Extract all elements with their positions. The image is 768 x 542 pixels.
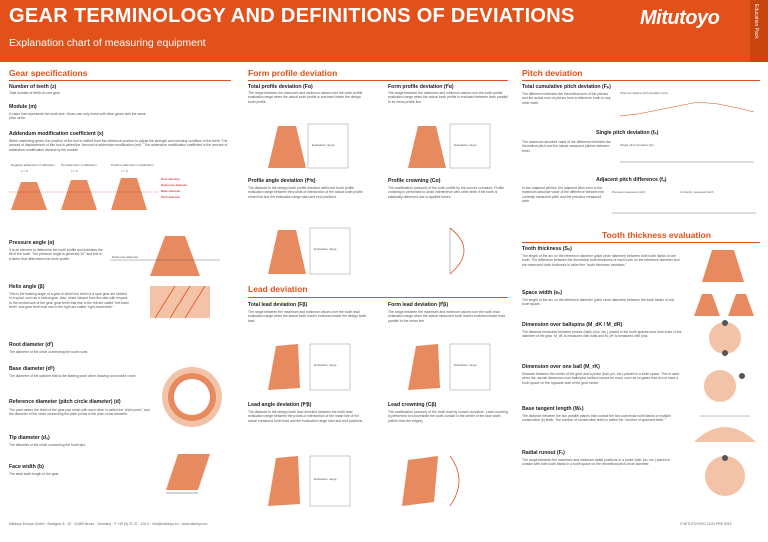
face-width-term: Face width (b) xyxy=(9,464,44,470)
profile-angle-diagram xyxy=(248,222,368,278)
total-cumulative-term: Total cumulative pitch deviation (Fₚ) xyxy=(522,84,611,90)
footer-copyright: © MITUTOYO/IO 11/23 PRE 9013 xyxy=(680,522,732,526)
one-ball-probe xyxy=(739,373,745,379)
profile-angle-tooth xyxy=(268,230,306,274)
total-profile-tooth xyxy=(268,126,306,168)
addendum-diagram xyxy=(9,160,219,215)
single-pitch-desc: The maximum absolute value of the difference between the theoretical pitch and the actual measured pitches between teeth. xyxy=(522,140,611,153)
form-lead-tooth xyxy=(408,344,440,390)
page-title: GEAR TERMINOLOGY AND DEFINITIONS OF DEVIATIONS xyxy=(9,5,575,27)
lead-crowning-tooth xyxy=(402,456,438,506)
module-term: Module (m) xyxy=(9,104,37,110)
pressure-angle-diagram xyxy=(110,228,220,278)
addendum-value-zero: x = 0 xyxy=(71,169,78,173)
one-ball-term: Dimension over one ball (M_rK) xyxy=(522,364,600,370)
reference-diameter-desc: The point where the teeth of the gear pair mesh with each other is called the "pitch point," and the diameter of the circle connecting the pitch points is the pitch circle diameter. xyxy=(9,408,150,417)
total-cumulative-diagram xyxy=(618,88,758,124)
addendum-label-neg: Negative addendum modification xyxy=(11,163,55,167)
addendum-value-pos: x > 0 xyxy=(121,169,128,173)
reference-diameter-term: Reference diameter (pitch circle diameter) (d) xyxy=(9,399,121,405)
one-ball-gear xyxy=(704,370,736,402)
space-width-teeth xyxy=(694,294,754,316)
addendum-label-pos: Positive addendum modification xyxy=(111,163,154,167)
total-lead-desc: The range between the maximum and minimum values over the tooth lead evaluation range when the actual tooth lead is enclosed inside the design tooth lead. xyxy=(248,310,367,323)
tooth-thickness-tooth xyxy=(702,250,744,282)
space-width-term: Space width (eₙ) xyxy=(522,290,563,296)
addendum-tooth-pos xyxy=(111,178,147,210)
total-cumulative-curve xyxy=(620,102,754,116)
lead-angle-term: Lead angle deviation (fᴴβ) xyxy=(248,402,312,408)
footer-address: Mitutoyo Europe GmbH · Borsigstr. 8 - 10 · 41469 Neuss · Germany · P +49 (0) 21 37 - 102-0 · info@mitutoyo.eu · www.mitutoyo.eu xyxy=(9,522,208,526)
profile-angle-eval: Evaluation range xyxy=(314,247,337,251)
ball-dim-bottom xyxy=(722,350,728,356)
space-width-desc: The length of the arc on the reference diameter (pitch circle diameter) between the tooth flanks of one tooth space. xyxy=(522,298,675,307)
helix-angle-term: Helix angle (β) xyxy=(9,284,45,290)
face-width-tooth xyxy=(166,454,210,490)
lead-angle-box xyxy=(310,456,350,506)
total-lead-diagram xyxy=(248,338,368,394)
pressure-angle-term: Pressure angle (α) xyxy=(9,240,55,246)
form-profile-term: Form profile deviation (fᶠα) xyxy=(388,84,454,90)
space-width-diagram xyxy=(690,288,760,318)
form-profile-eval: Evaluation range xyxy=(454,143,477,147)
base-tangent-desc: The distance between the two parallel planes that contact the two outermost tooth flanks of multiple consecutive (k) teeth. The number of consecutive teeth is called the "number of spanned teeth." xyxy=(522,414,671,423)
total-lead-term: Total lead deviation (Fβ) xyxy=(248,302,308,308)
tooth-thickness-term: Tooth thickness (Sₙ) xyxy=(522,246,572,252)
ball-dim-gear xyxy=(709,322,741,354)
lead-angle-diagram xyxy=(248,450,368,510)
addendum-value-neg: x < 0 xyxy=(21,169,28,173)
radial-runout-desc: The range between the maximum and minimum radial positions of a probe (ball, pin, etc.) placed in contact with both tooth flanks in a tooth space on the theoretical pitch circle diameter. xyxy=(522,458,671,467)
pressure-tooth xyxy=(150,236,200,276)
base-tangent-diagram xyxy=(690,408,760,444)
single-pitch-diagram xyxy=(618,140,758,174)
addendum-tooth-neg xyxy=(11,182,47,210)
module-desc: A value that represents the tooth size. Gears can only mesh with other gears with the same pitch circle. xyxy=(9,112,146,121)
adjacent-curr-label: Currently measured pitch xyxy=(680,190,714,194)
ball-dimension-term: Dimension over ballspins (M_dK / M_dR) xyxy=(522,322,623,328)
tip-diameter-term: Tip diameter (dₐ) xyxy=(9,435,50,441)
form-lead-eval: Evaluation range xyxy=(454,363,477,367)
addendum-desc: When machining gears, the position of the tool is shifted from the reference position to adjust the strength and meshing condition of the teeth. The amount of displacement of this tool is called the "amount of addendum modification (xm)." The addendum modification coefficient is the amount of addendum modification divided by the module. xyxy=(9,139,228,152)
gear-spec-title: Gear specifications xyxy=(9,68,88,78)
total-lead-eval: Evaluation range xyxy=(314,363,337,367)
profile-crowning-curve xyxy=(450,228,464,274)
form-profile-tooth xyxy=(408,126,446,168)
form-lead-box xyxy=(450,344,490,390)
pitch-title: Pitch deviation xyxy=(522,68,583,78)
legend-root: Root diameter xyxy=(161,177,180,181)
form-profile-diagram xyxy=(388,118,508,170)
pressure-ref-label: Reference diameter xyxy=(112,255,139,259)
total-profile-eval: Evaluation range xyxy=(312,143,335,147)
pitch-rule xyxy=(522,80,760,81)
root-diameter-term: Root diameter (dᶠ) xyxy=(9,342,54,348)
form-lead-diagram xyxy=(388,338,508,394)
side-tab-label: Education Pack xyxy=(753,4,759,39)
number-of-teeth-term: Number of teeth (z) xyxy=(9,84,57,90)
tooth-thickness-desc: The length of the arc on the reference diameter (pitch circle diameter) between both tooth flanks of one tooth. The difference between the theoretical tooth thickness of each tooth on the reference diameter and the measured tooth thickness is called the "tooth thickness deviation." xyxy=(522,254,680,267)
form-profile-desc: The range between the maximum and minimum values over the tooth profile evaluation range when the actual tooth profile is enclosed between lines parallel to its mean profile line. xyxy=(388,91,508,104)
number-of-teeth-desc: Total number of teeth on one gear xyxy=(9,91,60,95)
profile-angle-term: Profile angle deviation (fᴴα) xyxy=(248,178,316,184)
total-profile-term: Total profile deviation (Fα) xyxy=(248,84,313,90)
lead-angle-tooth xyxy=(268,456,300,506)
face-width-desc: The axial tooth length of the gear. xyxy=(9,472,60,476)
radial-runout-diagram xyxy=(690,450,760,498)
total-lead-box xyxy=(310,344,350,390)
root-diameter-desc: The diameter of the circle connecting the tooth roots. xyxy=(9,350,89,354)
form-profile-rule xyxy=(248,80,508,81)
tip-diameter-desc: The diameter of the circle connecting the tooth tips. xyxy=(9,443,86,447)
single-pitch-label: Single pitch deviation (fp) xyxy=(620,143,654,147)
adjacent-pitch-diagram xyxy=(610,183,760,223)
pressure-angle-desc: It is an element to determine the tooth profile and indicates the tilt of the tooth. The pressure angle is generally 20° and this is a factor that determines the tooth profile. xyxy=(9,248,103,261)
helix-diagram xyxy=(140,282,220,322)
page-subtitle: Explanation chart of measuring equipment xyxy=(9,37,206,49)
addendum-label-zero: No addendum modification xyxy=(61,163,97,167)
lead-crowning-term: Lead crowning (Cβ) xyxy=(388,402,437,408)
ball-dim-top xyxy=(722,320,728,326)
profile-crowning-desc: The modification (amount) of the tooth profile by the convex curvature. Profile crowning is performed to avoid interference with other teeth if the tooth is elastically deformed due to applied forces. xyxy=(388,186,504,199)
form-lead-desc: The range between the maximum and minimum values over the tooth lead evaluation range when the actual measured tooth lead is enclosed inside lines parallel to the mean line. xyxy=(388,310,506,323)
gear-spec-rule xyxy=(9,80,231,81)
ball-dimension-diagram xyxy=(690,320,760,356)
profile-angle-box xyxy=(310,228,350,274)
lead-crowning-desc: The modification (amount) of the tooth lead by convex curvature. Lead crowning is performed to concentrate the tooth contact in the center of the face width (rather than the edges). xyxy=(388,410,508,423)
lead-rule xyxy=(248,297,508,298)
header-banner xyxy=(0,0,768,62)
total-lead-tooth xyxy=(268,344,300,390)
addendum-tooth-zero xyxy=(61,180,97,210)
total-profile-diagram xyxy=(248,118,368,170)
radial-runout-term: Radial runout (Fᵣ) xyxy=(522,450,565,456)
adjacent-pitch-desc: In two adjacent pitches, the adjacent pitch error is the maximum absolute value of the difference between the currently measured pitch and the previous measured pitch. xyxy=(522,186,605,203)
radial-runout-probe xyxy=(722,455,728,461)
gear-base-circle xyxy=(174,379,210,415)
tooth-thickness-title: Tooth thickness evaluation xyxy=(602,230,711,240)
form-profile-title: Form profile deviation xyxy=(248,68,338,78)
profile-angle-desc: The distance in the design tooth profile direction within the tooth profile evaluation range between the points of intersection of the actual tooth profile mean line and the evaluation range start and end positions. xyxy=(248,186,363,199)
side-tab xyxy=(750,0,768,62)
gear-diameter-diagram xyxy=(160,365,225,430)
adjacent-prev-label: Previous measured pitch xyxy=(612,190,646,194)
lead-title: Lead deviation xyxy=(248,284,308,294)
total-cumulative-label: Total cumulative pitch deviation (Fp) xyxy=(620,91,668,95)
profile-crowning-term: Profile crowning (Cα) xyxy=(388,178,441,184)
mitutoyo-logo: Mitutoyo xyxy=(640,7,720,29)
total-profile-desc: The range between the maximum and minimum values over the tooth profile evaluation range when the actual tooth profile is enclosed inside the design tooth profile. xyxy=(248,91,363,104)
lead-angle-desc: The distance in the design tooth lead direction between the tooth lead evaluation range between the points of intersection of the mean line of the actual measured tooth lead and the evaluation range start and end positions. xyxy=(248,410,364,423)
helix-angle-desc: This is the twisting angle of a gear in which the teeth of a spur gear are twisted in a spiral, such as a helical gear. Also, when viewed from the side with respect to the central axis of the gear, gear teeth that rise to the left are called "left-hand teeth" and gear teeth that rise to the right are called "right-hand teeth." xyxy=(9,292,129,309)
adjacent-pitch-term: Adjacent pitch difference (fᵤ) xyxy=(596,177,667,183)
one-ball-desc: Distance between the center of the gear and a probe (ball, pin, etc.) placed in a tooth space. This is used when the normal dimension over balls/pins method cannot be used, such as on gears that do not have a tooth space on the opposite side of the gear center. xyxy=(522,372,680,385)
base-tangent-gear xyxy=(694,427,756,442)
face-width-diagram xyxy=(160,448,220,496)
profile-crowning-diagram xyxy=(388,222,508,278)
tooth-thickness-rule xyxy=(522,242,760,243)
legend-pitch: Pitch diameter xyxy=(161,195,181,199)
base-tangent-term: Base tangent length (Wₖ) xyxy=(522,406,584,412)
lead-angle-eval: Evaluation range xyxy=(314,477,337,481)
addendum-term: Addendum modification coefficient (x) xyxy=(9,131,104,137)
base-diameter-desc: The diameter of the cylinder that is the starting point when drawing an involute curve. xyxy=(9,374,137,378)
base-diameter-term: Base diameter (dᵇ) xyxy=(9,366,55,372)
form-lead-term: Form lead deviation (fᶠβ) xyxy=(388,302,449,308)
radial-runout-gear xyxy=(705,456,745,496)
lead-crowning-curve xyxy=(450,456,459,506)
tooth-thickness-diagram xyxy=(690,244,760,284)
lead-crowning-diagram xyxy=(388,450,508,510)
single-pitch-term: Single pitch deviation (fₚ) xyxy=(596,130,659,136)
ball-dimension-desc: The distance measured between probes (balls, pins, etc.) placed in the tooth spaces near both ends of the diameter of the gear. M_dK is measured with balls and M_dR is measured with pins. xyxy=(522,330,682,339)
legend-base: Base diameter xyxy=(161,189,181,193)
total-cumulative-desc: The difference between the theoretical sum of the pitches and the actual sum of pitches from a reference tooth to any other tooth. xyxy=(522,92,611,105)
one-ball-diagram xyxy=(690,364,760,404)
legend-reference: Reference diameter xyxy=(161,183,188,187)
